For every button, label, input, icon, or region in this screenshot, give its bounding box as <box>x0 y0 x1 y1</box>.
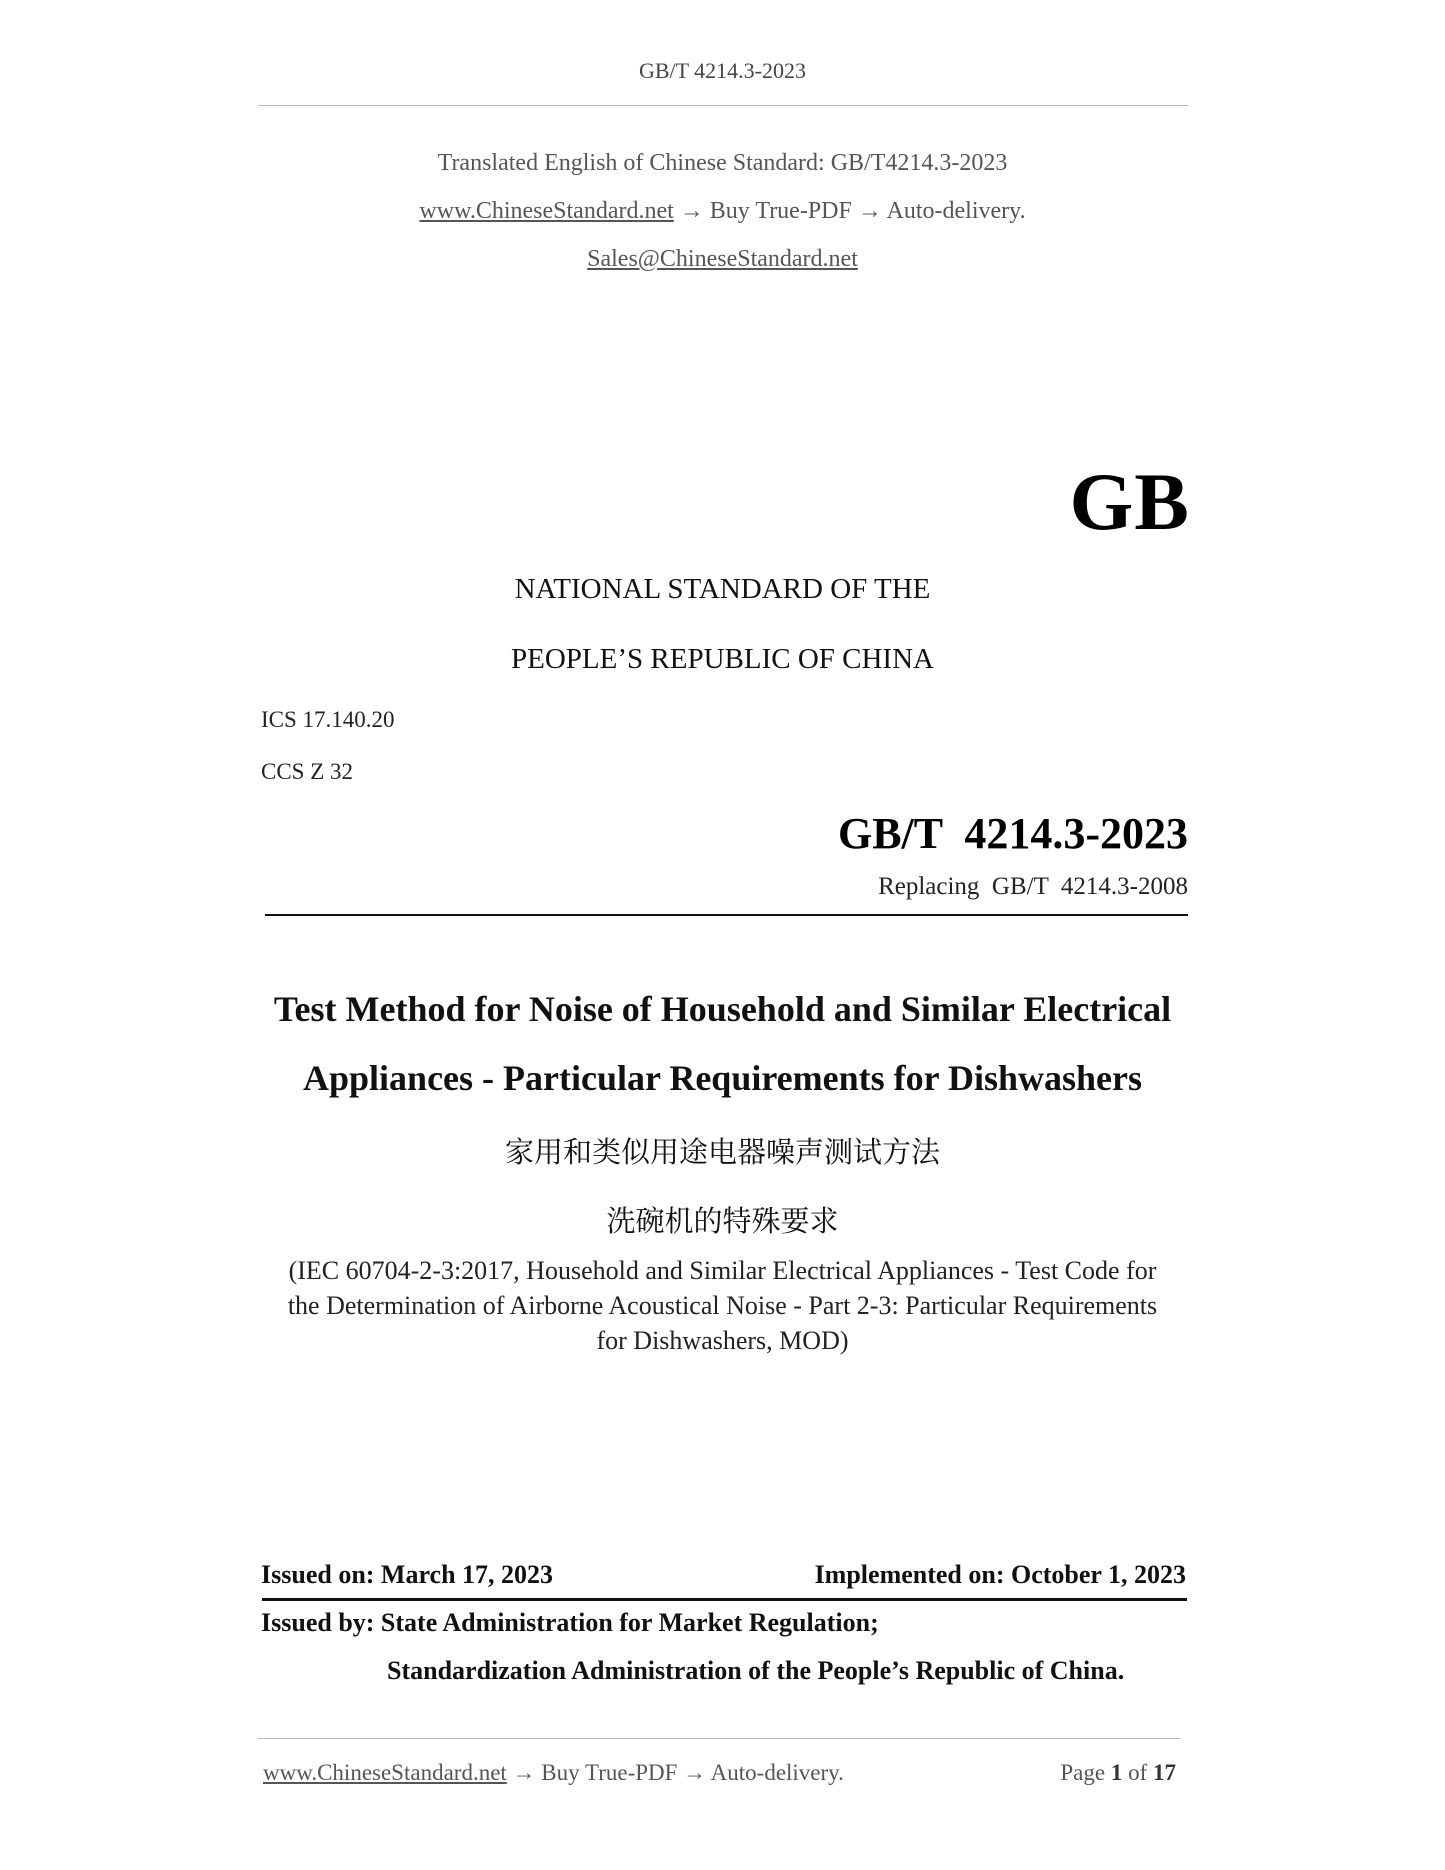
site-link[interactable]: www.ChineseStandard.net <box>419 198 674 224</box>
ics-code: ICS 17.140.20 <box>261 707 395 732</box>
header-divider <box>258 105 1188 106</box>
nation-line-1: NATIONAL STANDARD OF THE <box>514 573 931 605</box>
page-current: 1 <box>1110 1760 1123 1785</box>
ccs-code: CCS Z 32 <box>261 759 354 784</box>
footer-purchase-text: → Buy True-PDF → Auto-delivery. <box>506 1760 844 1785</box>
page-indicator <box>1060 1760 1176 1786</box>
page-total: 17 <box>1153 1760 1176 1785</box>
title-zh-line-1: 家用和类似用途电器噪声测试方法 <box>504 1135 940 1169</box>
email-link[interactable]: Sales@ChineseStandard.net <box>587 246 858 272</box>
translated-notice: Translated English of Chinese Standard: GB/T4214.3-2023 <box>437 150 1008 176</box>
standard-number: GB/T 4214.3-2023 <box>837 809 1188 858</box>
dates-divider <box>262 1598 1187 1601</box>
gb-mark: GB <box>1069 456 1190 547</box>
issuer-line-1: Issued by: State Administration for Market Regulation; <box>261 1608 879 1637</box>
page-label: Page <box>1060 1760 1111 1785</box>
footer-purchase-line <box>263 1760 844 1786</box>
email-line <box>0 246 1445 273</box>
purchase-text: → Buy True-PDF → Auto-delivery. <box>673 198 1026 224</box>
title-divider <box>265 914 1188 916</box>
nation-line-2: PEOPLE’S REPUBLIC OF CHINA <box>511 643 934 675</box>
footer-site-link[interactable]: www.ChineseStandard.net <box>263 1760 507 1785</box>
page-of: of <box>1122 1760 1153 1785</box>
adoption-note: (IEC 60704-2-3:2017, Household and Similar Electrical Appliances - Test Code for the Determination of Airborne Acoustical Noise - Part 2-3: Particular Requirements for Dishwashers, MOD) <box>287 1256 1158 1355</box>
purchase-line <box>0 198 1445 225</box>
title-en-line-2: Appliances - Particular Requirements for Dishwashers <box>303 1058 1142 1098</box>
title-zh-line-2: 洗碗机的特殊要求 <box>606 1204 839 1238</box>
replacing-standard: Replacing GB/T 4214.3-2008 <box>878 873 1188 900</box>
issued-date: Issued on: March 17, 2023 <box>261 1560 554 1589</box>
issuer-line-2: Standardization Administration of the People’s Republic of China. <box>387 1656 1125 1685</box>
footer-divider <box>258 1738 1180 1739</box>
title-en-line-1: Test Method for Noise of Household and Similar Electrical <box>273 989 1172 1029</box>
running-header: GB/T 4214.3-2023 <box>638 58 807 83</box>
implemented-date: Implemented on: October 1, 2023 <box>814 1560 1186 1589</box>
